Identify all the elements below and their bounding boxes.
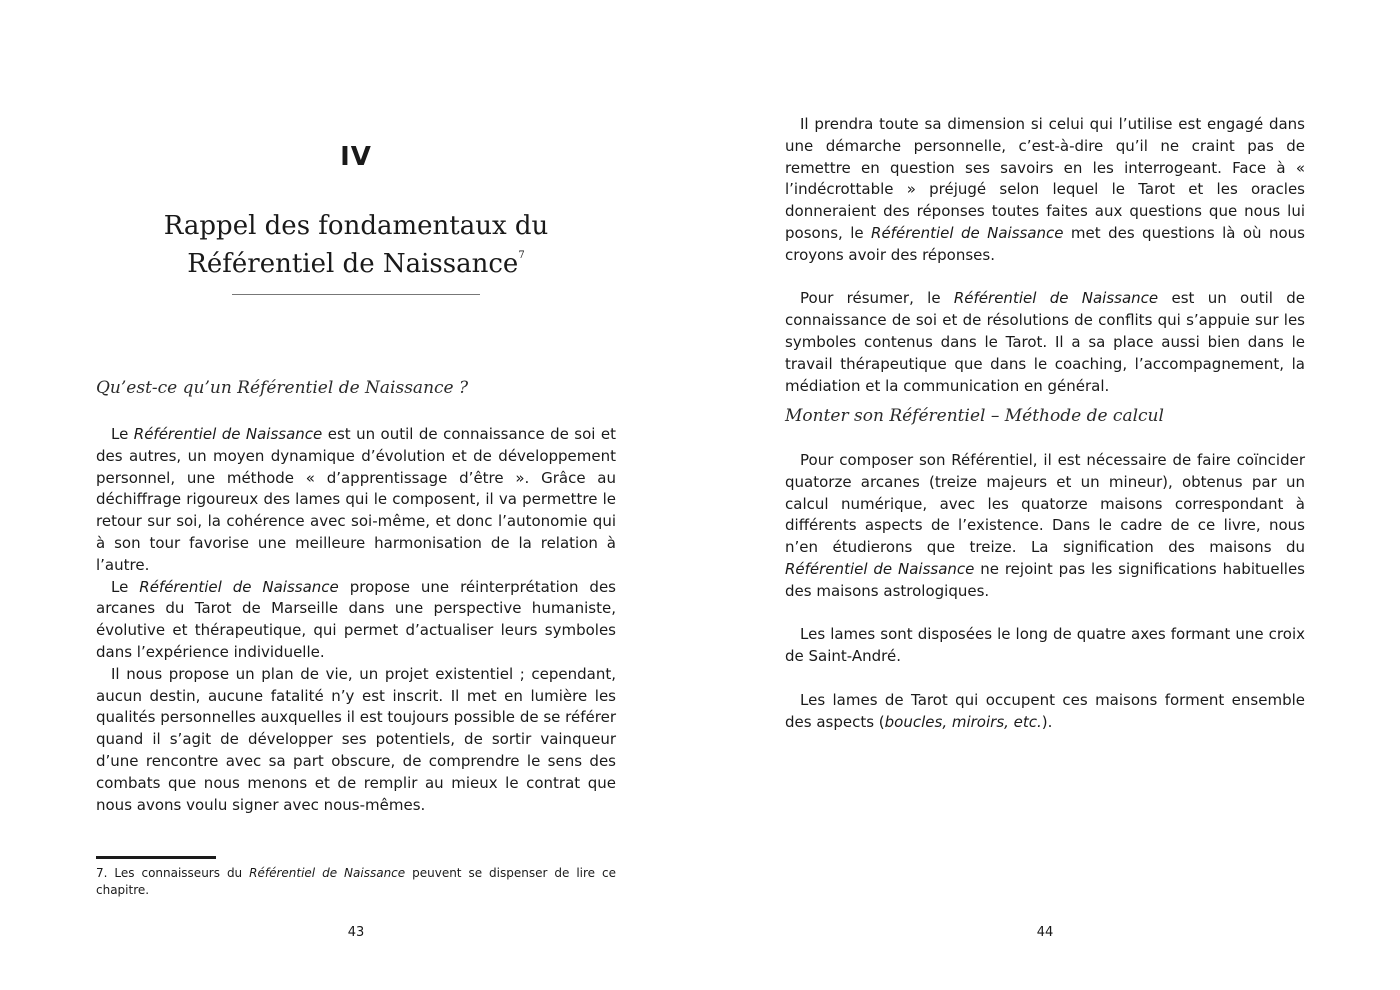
- right-paragraph-5: Les lames de Tarot qui occupent ces maisons forment ensemble des aspects (boucles, miroirs, etc.).: [785, 690, 1305, 731]
- left-paragraph-2: Le Référentiel de Naissance propose une réinterprétation des arcanes du Tarot de Marseille dans une perspective humaniste, évolutive et thérapeutique, qui permet d’actualiser leurs symboles dans l’expérience individuelle.: [96, 577, 617, 661]
- footnote-marker: 7: [518, 250, 525, 261]
- section-heading-method: Monter son Référentiel – Méthode de calcul: [785, 406, 1164, 426]
- right-paragraph-4: Les lames sont disposées le long de quatre axes formant une croix de Saint-André.: [785, 625, 1305, 666]
- right-paragraph-2: Pour résumer, le Référentiel de Naissance est un outil de connaissance de soi et de résolutions de conflits qui s’appuie sur les symboles contenus dans le Tarot. Il a sa place aussi bien dans le travail thérapeutique que dans le coaching, l’accompagnement, la médiation et la communication en général.: [785, 289, 1305, 395]
- chapter-title-line2: Référentiel de Naissance: [187, 249, 519, 279]
- right-page: [700, 0, 1400, 990]
- footnote-divider: [96, 856, 216, 859]
- page-number-right: 44: [1036, 925, 1054, 940]
- title-divider: [232, 294, 480, 295]
- right-paragraph-3: Pour composer son Référentiel, il est nécessaire de faire coïncider quatorze arcanes (treize majeurs et un mineur), obtenus par un calcul numérique, avec les quatorze maisons correspondant à différents aspects de l’existence. Dans le cadre de ce livre, nous n’en étudierons que treize. La signification des maisons du Référentiel de Naissance ne rejoint pas les significations habituelles des maisons astrologiques.: [785, 451, 1305, 600]
- chapter-title-line1: Rappel des fondamentaux du: [163, 211, 549, 241]
- left-paragraph-1: Le Référentiel de Naissance est un outil de connaissance de soi et des autres, un moyen dynamique d’évolution et de développement personnel, une méthode « d’apprentissage d’être ». Grâce au déchiffrage rigoureux des lames qui le composent, il va permettre le retour sur soi, la cohérence avec soi-même, et donc l’autonomie qui à son tour favorise une meilleure harmonisation de la relation à l’autre.: [96, 425, 617, 574]
- left-paragraph-3: Il nous propose un plan de vie, un projet existentiel ; cependant, aucun destin, aucune fatalité n’y est inscrit. Il met en lumière les qualités personnelles auxquelles il est toujours possible de se référer quand il s’agit de développer ses potentiels, de sortir vainqueur d’une rencontre avec sa part obscure, de comprendre le sens des combats que nous menons et de remplir au mieux le contrat que nous avons voulu signer avec nous-mêmes.: [96, 664, 616, 814]
- right-body-text-top: [785, 114, 1305, 397]
- chapter-number: IV: [340, 142, 372, 172]
- page-number-left: 43: [347, 925, 365, 940]
- section-heading-what-is: Qu’est-ce qu’un Référentiel de Naissance ?: [96, 378, 469, 398]
- right-paragraph-1: Il prendra toute sa dimension si celui qui l’utilise est engagé dans une démarche personnelle, c’est-à-dire qu’il ne craint pas de remettre en question ses savoirs en les interrogeant. Face à « l’indécrottable » préjugé selon lequel le Tarot et les oracles donneraient des réponses toutes faites aux questions que nous lui posons, le Référentiel de Naissance met des questions là où nous croyons avoir des réponses.: [785, 115, 1305, 264]
- chapter-title: [0, 207, 712, 283]
- right-body-text-bottom: [785, 450, 1305, 733]
- footnote: 7. Les connaisseurs du Référentiel de Naissance peuvent se dispenser de lire ce chapitre.: [96, 866, 616, 897]
- left-body-text: [96, 424, 616, 816]
